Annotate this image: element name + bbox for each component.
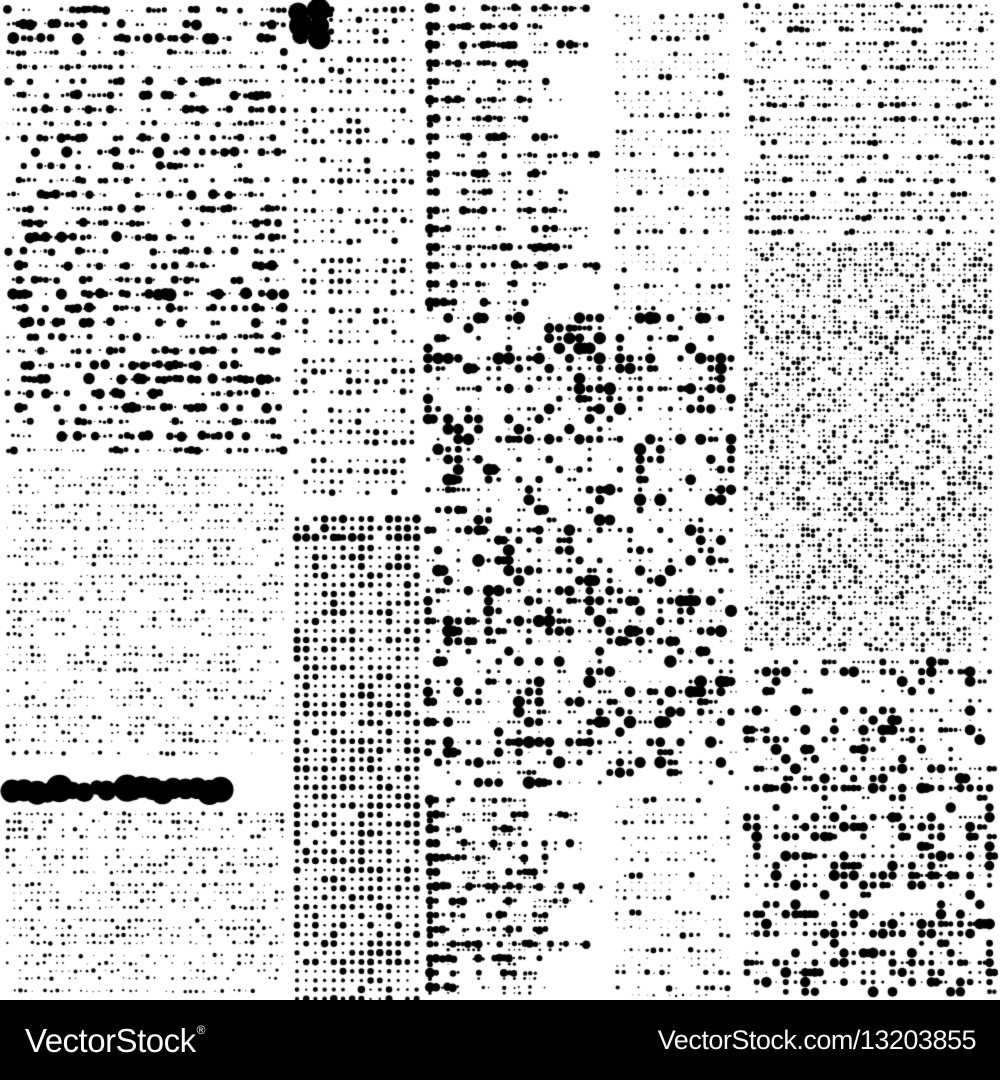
vectorstock-logo-text xyxy=(25,1021,205,1059)
image-url-label: VectorStock.com/13203855 xyxy=(657,1024,976,1055)
watermark-bar xyxy=(0,1000,1000,1080)
registered-trademark-icon: ® xyxy=(196,1022,205,1037)
brand-name: VectorStock xyxy=(25,1021,196,1059)
